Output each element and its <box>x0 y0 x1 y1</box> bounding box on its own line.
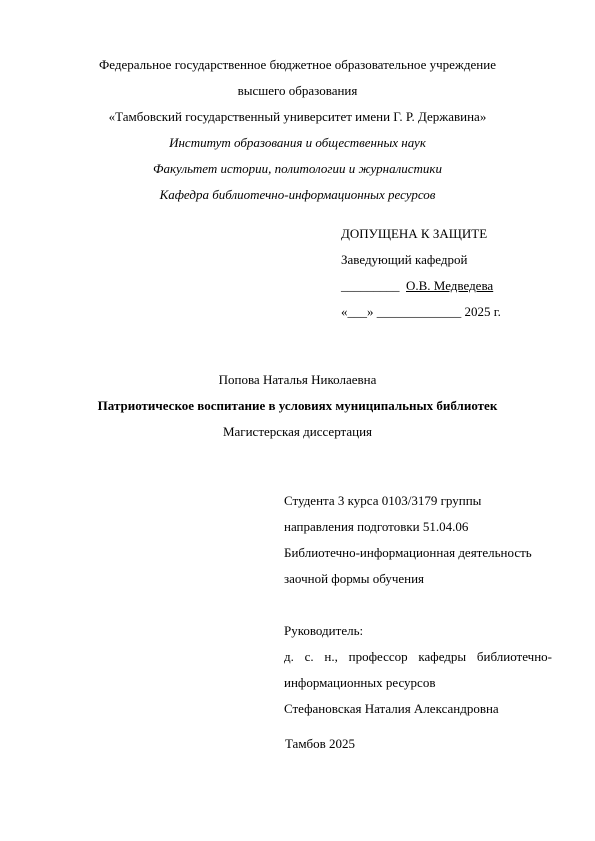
header-line-1: Федеральное государственное бюджетное образовательное учреждение <box>99 57 496 72</box>
admitted-label: ДОПУЩЕНА К ЗАЩИТЕ <box>341 226 488 241</box>
city-year: Тамбов 2025 <box>284 736 356 751</box>
supervisor-position-2: информационных ресурсов <box>284 675 436 690</box>
approval-block <box>341 221 581 325</box>
supervisor-position-1: д. с. н., профессор кафедры библиотечно- <box>284 649 552 664</box>
student-line-3: Библиотечно-информационная деятельность <box>284 545 532 560</box>
spacer <box>284 592 552 618</box>
student-info <box>284 488 552 722</box>
student-line-4: заочной формы обучения <box>284 571 425 586</box>
head-title: Заведующий кафедрой <box>341 252 468 267</box>
institute-name: Институт образования и общественных наук <box>169 135 426 150</box>
supervisor-name: Стефановская Наталия Александровна <box>284 701 499 716</box>
head-signature-line <box>341 273 581 299</box>
author-name: Попова Наталья Николаевна <box>218 372 377 387</box>
approval-date: «___» _____________ 2025 г. <box>341 304 501 319</box>
thesis-title-block <box>0 367 595 445</box>
university-name: «Тамбовский государственный университет имени Г. Р. Державина» <box>108 109 487 124</box>
student-line-1: Студента 3 курса 0103/3179 группы <box>284 493 482 508</box>
header-line-2: высшего образования <box>237 83 358 98</box>
supervisor-label: Руководитель: <box>284 623 364 638</box>
thesis-type: Магистерская диссертация <box>222 424 373 439</box>
thesis-title: Патриотическое воспитание в условиях муниципальных библиотек <box>97 398 498 413</box>
signature-blank: _________ <box>341 278 400 293</box>
student-line-2: направления подготовки 51.04.06 <box>284 519 469 534</box>
department-name: Кафедра библиотечно-информационных ресурсов <box>159 187 436 202</box>
head-name: О.В. Медведева <box>406 278 494 293</box>
faculty-name: Факультет истории, политологии и журналистики <box>152 161 442 176</box>
university-header <box>0 52 595 208</box>
